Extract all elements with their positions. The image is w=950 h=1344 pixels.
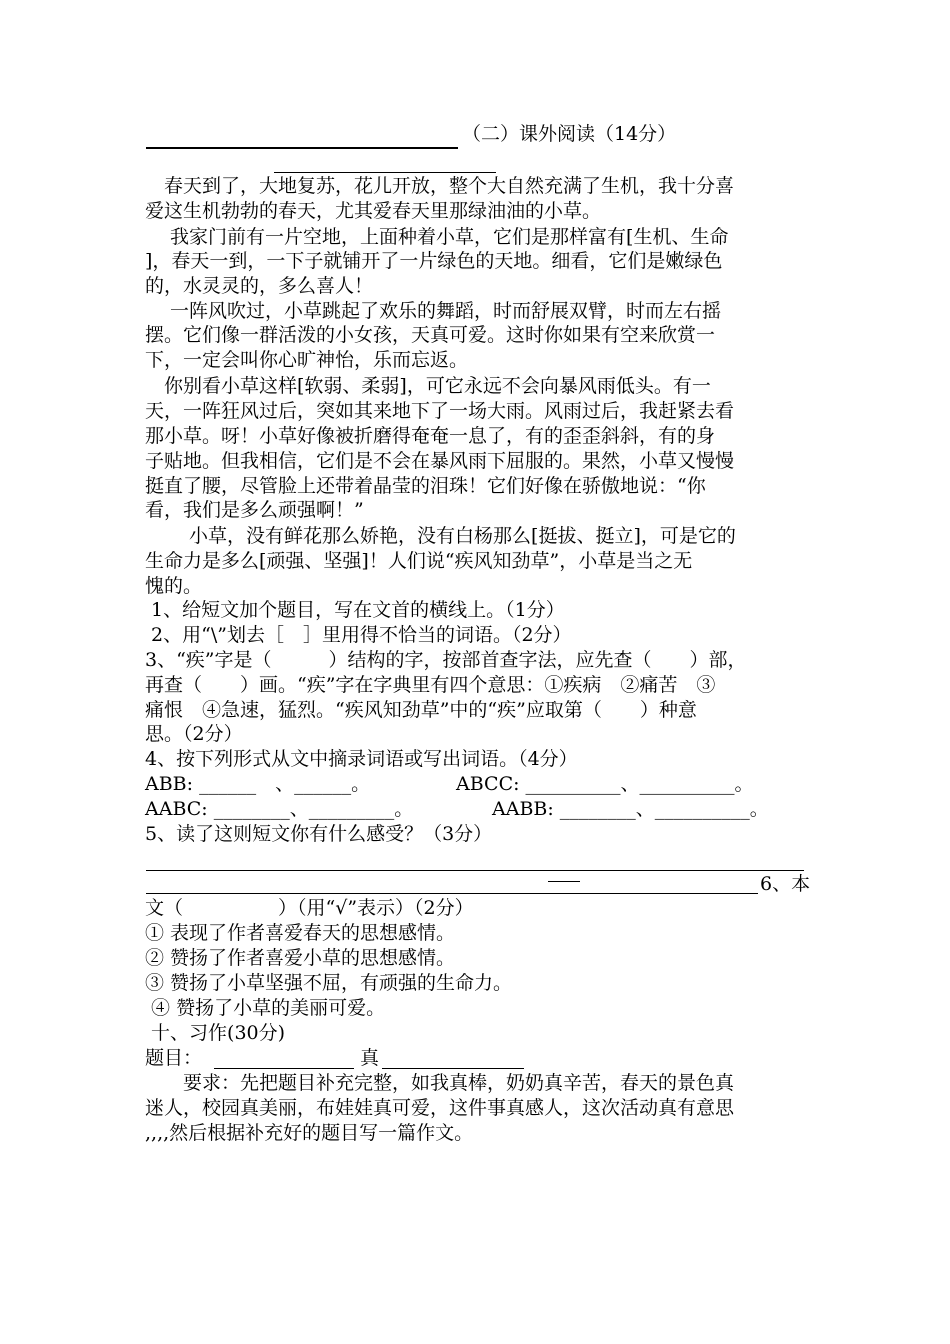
section-heading: （二）课外阅读（14分）	[462, 123, 677, 145]
question-3-line: 再查（ ）画。“疾”字在字典里有四个意思：①疾病 ②痛苦 ③	[145, 674, 716, 696]
passage-line: 生命力是多么[顽强、坚强]！人们说“疾风知劲草”，小草是当之无	[145, 550, 693, 572]
title-blank-line[interactable]	[146, 147, 458, 149]
question-3-line: 思。（2分）	[145, 723, 243, 745]
question-4-aabc[interactable]: AABC: ________、_________。	[145, 798, 414, 820]
title-underline	[274, 172, 496, 173]
passage-line: 子贴地。但我相信，它们是不会在暴风雨下屈服的。果然，小草又慢慢	[145, 450, 735, 472]
passage-line: 我家门前有一片空地，上面种着小草，它们是那样富有[生机、生命	[145, 226, 729, 248]
passage-line: 春天到了，大地复苏，花儿开放，整个大自然充满了生机，我十分喜	[145, 175, 735, 197]
answer-line-fragment	[548, 881, 580, 882]
passage-line: 下，一定会叫你心旷神怡，乐而忘返。	[145, 349, 469, 371]
composition-requirement-line: ,,,,然后根据补充好的题目写一篇作文。	[145, 1122, 474, 1144]
passage-line: ]，春天一到，一下子就铺开了一片绿色的天地。细看，它们是嫩绿色	[145, 250, 723, 272]
answer-line[interactable]	[146, 870, 804, 871]
composition-requirement-line: 迷人，校园真美丽，布娃娃真可爱，这件事真感人，这次活动真有意思	[145, 1097, 735, 1119]
question-5: 5、读了这则短文你有什么感受？（3分）	[145, 823, 493, 845]
passage-line: 愧的。	[145, 575, 203, 597]
composition-title-label: 题目：	[145, 1047, 203, 1069]
option-2[interactable]: ② 赞扬了作者喜爱小草的思想感情。	[145, 947, 456, 969]
passage-line: 那小草。呀！小草好像被折磨得奄奄一息了，有的歪歪斜斜，有的身	[145, 425, 716, 447]
passage-line: 你别看小草这样[软弱、柔弱]，可它永远不会向暴风雨低头。有一	[145, 375, 711, 397]
composition-requirement-line: 要求：先把题目补充完整，如我真棒，奶奶真辛苦，春天的景色真	[145, 1072, 735, 1094]
question-3-line: 3、“疾”字是（ ）结构的字，按部首查字法，应先查（ ）部，	[145, 649, 747, 671]
question-4-abb[interactable]: ABB: ______ 、______。	[145, 773, 371, 795]
option-1[interactable]: ① 表现了作者喜爱春天的思想感情。	[145, 922, 456, 944]
passage-line: 爱这生机勃勃的春天，尤其爱春天里那绿油油的小草。	[145, 200, 602, 222]
passage-line: 挺直了腰，尽管脸上还带着晶莹的泪珠！它们好像在骄傲地说：“你	[145, 475, 706, 497]
passage-line: 看，我们是多么顽强啊！”	[145, 499, 364, 521]
passage-line: 的，水灵灵的，多么喜人！	[145, 275, 374, 297]
passage-line: 小草，没有鲜花那么娇艳，没有白杨那么[挺拔、挺立]，可是它的	[145, 525, 736, 547]
passage-line: 一阵风吹过，小草跳起了欢乐的舞蹈，时而舒展双臂，时而左右摇	[145, 300, 722, 322]
composition-title-mid: 真	[360, 1047, 380, 1069]
question-4: 4、按下列形式从文中摘录词语或写出词语。（4分）	[145, 748, 578, 770]
question-3-line: 痛恨 ④急速，猛烈。“疾风知劲草”中的“疾”应取第（ ）种意	[145, 699, 697, 721]
option-3[interactable]: ③ 赞扬了小草坚强不屈，有顽强的生命力。	[145, 972, 513, 994]
composition-heading: 十、习作(30分)	[145, 1022, 286, 1044]
composition-title-blank-2[interactable]	[382, 1068, 524, 1069]
question-4-aabb[interactable]: AABB: ________、__________。	[492, 798, 769, 820]
option-4[interactable]: ④ 赞扬了小草的美丽可爱。	[145, 997, 386, 1019]
question-1: 1、给短文加个题目，写在文首的横线上。（1分）	[145, 599, 565, 621]
question-2: 2、用“\”划去［ ］里用得不恰当的词语。（2分）	[145, 624, 572, 646]
answer-line[interactable]	[146, 893, 758, 894]
composition-title-blank-1[interactable]	[214, 1068, 354, 1069]
question-6: 文（ ）（用“√”表示）（2分）	[145, 897, 474, 919]
question-6-number: 6、本	[760, 873, 811, 895]
passage-line: 天，一阵狂风过后，突如其来地下了一场大雨。风雨过后，我赶紧去看	[145, 400, 735, 422]
passage-line: 摆。它们像一群活泼的小女孩，天真可爱。这时你如果有空来欣赏一	[145, 324, 716, 346]
question-4-abcc[interactable]: ABCC: __________、__________。	[456, 773, 754, 795]
